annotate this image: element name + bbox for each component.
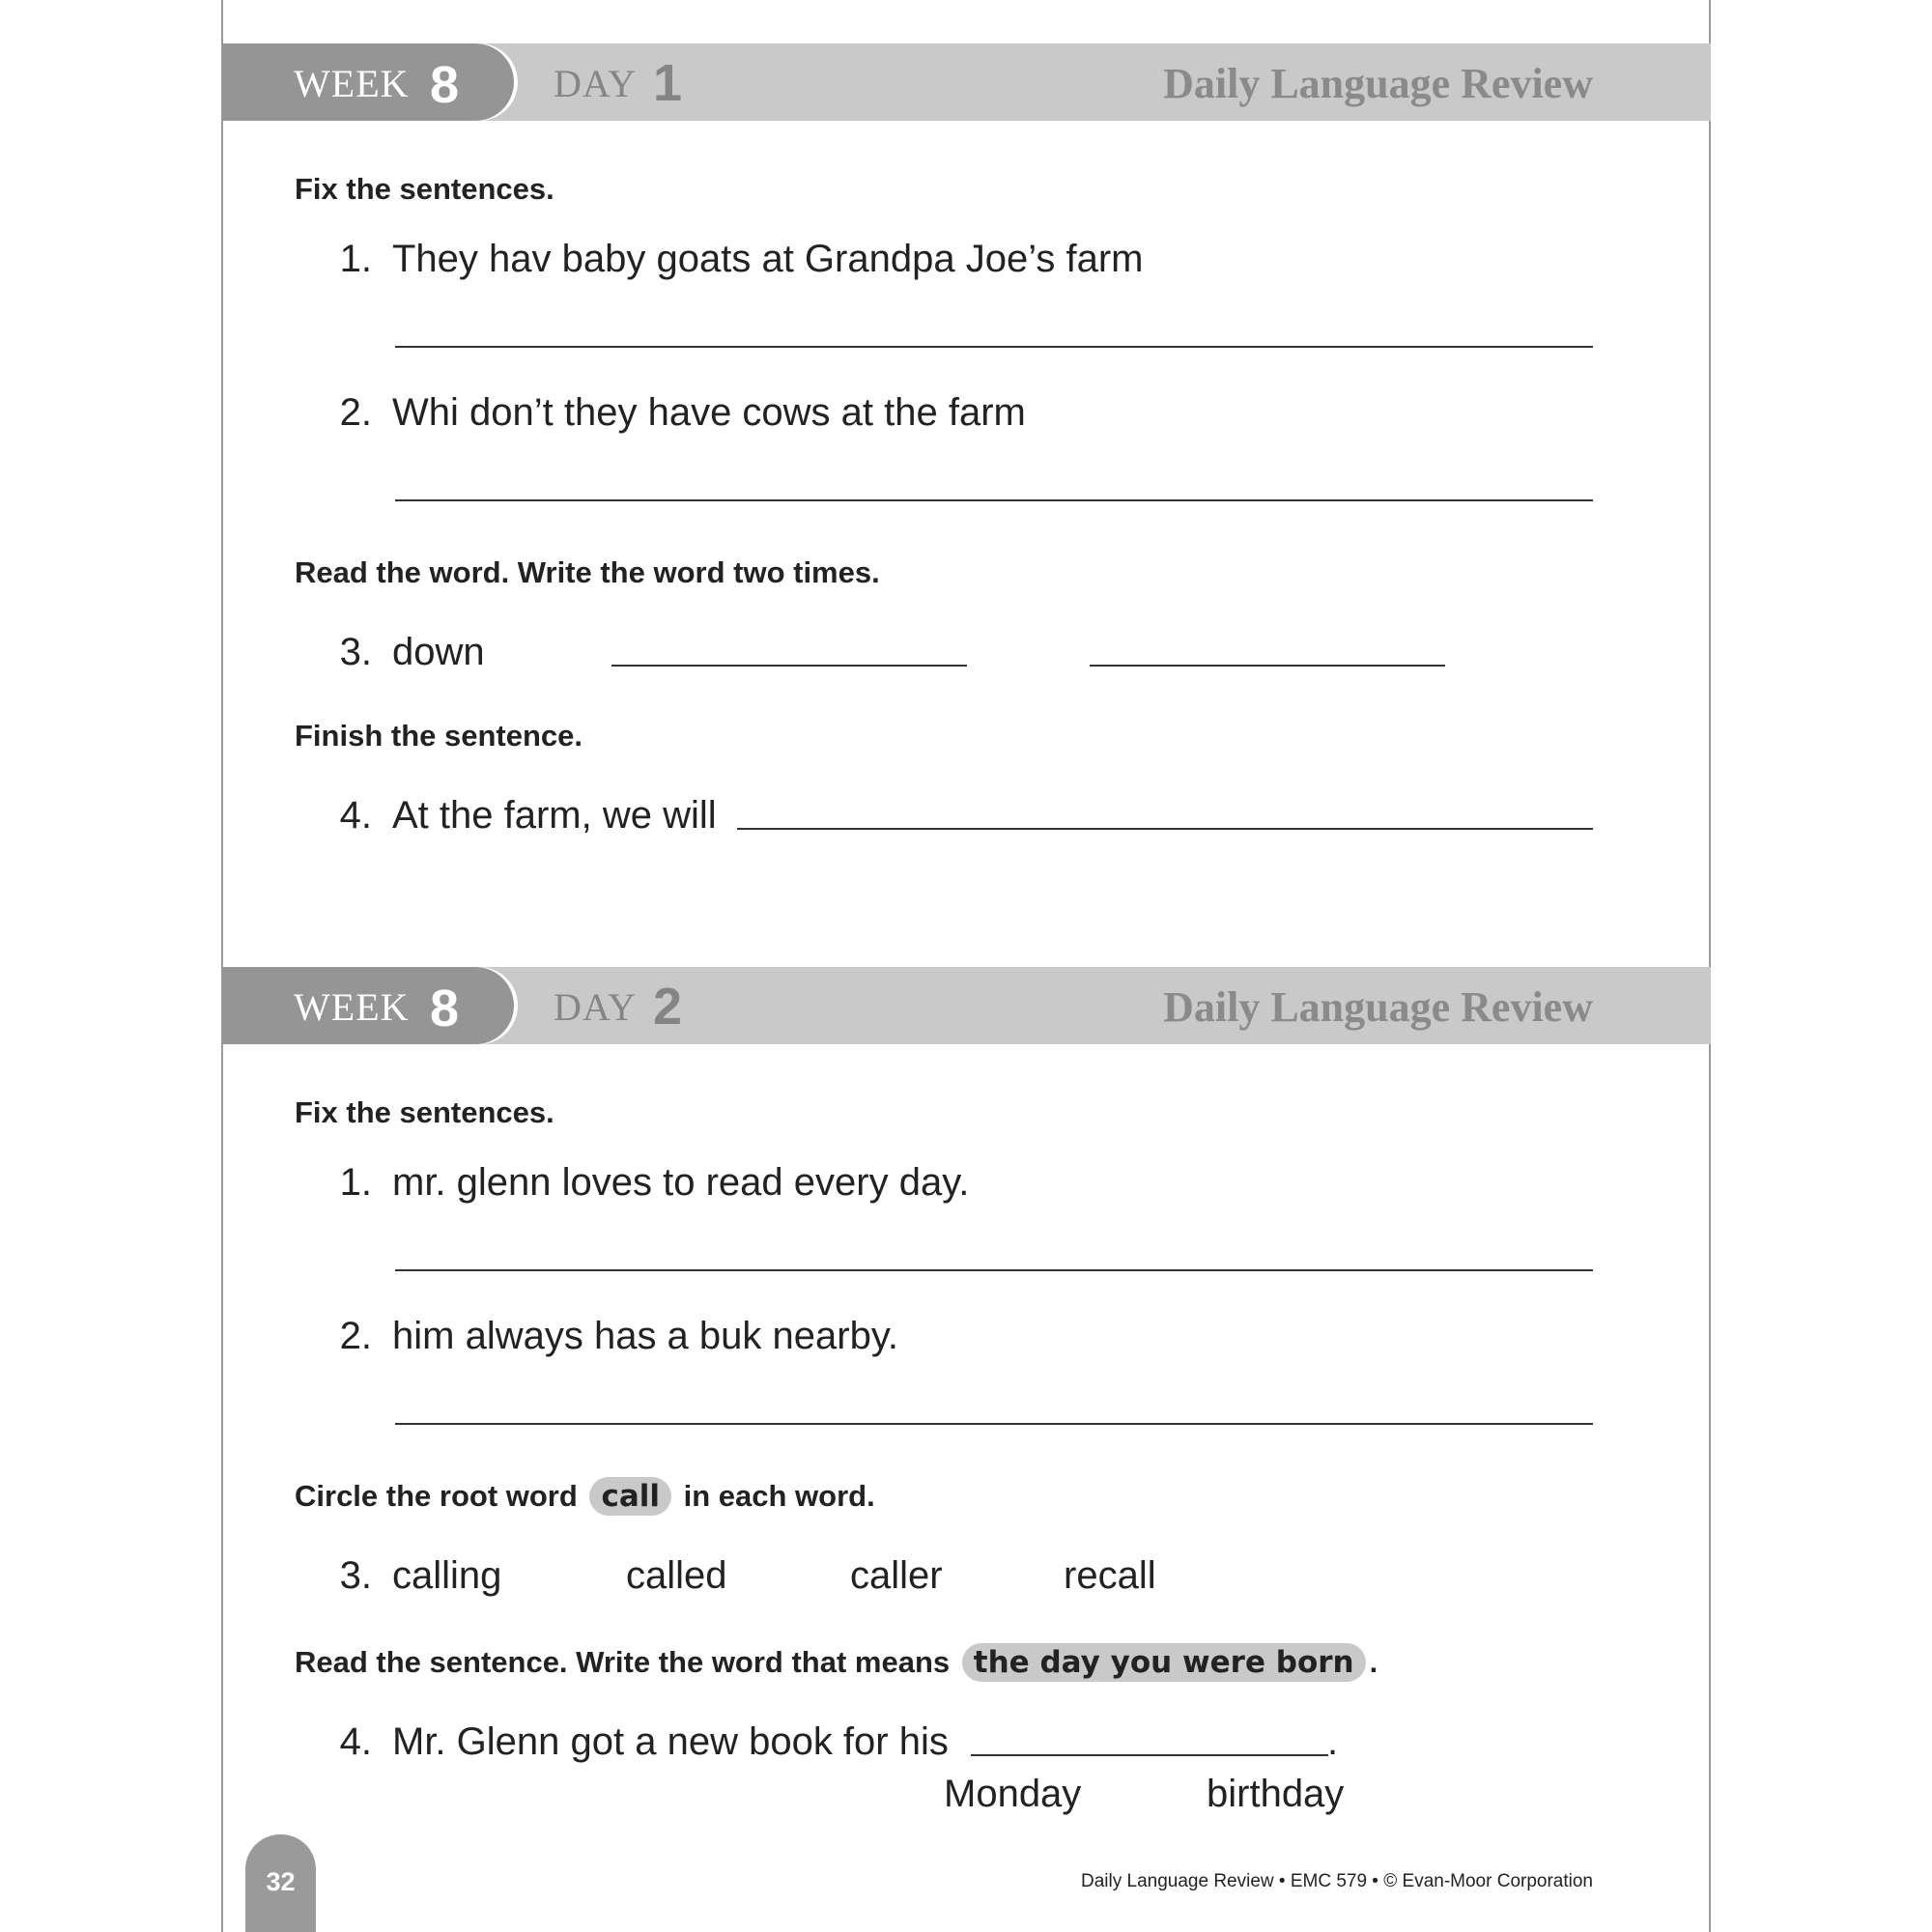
day1-q2-answer-line[interactable]	[395, 499, 1593, 501]
day2-q3-word-3[interactable]: caller	[850, 1554, 943, 1597]
day1-q1-answer-line[interactable]	[395, 346, 1593, 348]
day1-instruction-finish: Finish the sentence.	[295, 719, 583, 753]
day2-instruction-circle	[295, 1477, 875, 1516]
instruction-text: Read the sentence. Write the word that means	[295, 1645, 951, 1679]
page-right-edge	[1709, 0, 1711, 1932]
day1-q4-sentence: At the farm, we will	[392, 794, 717, 837]
day-label: DAY	[554, 985, 637, 1029]
day1-q2-sentence: Whi don’t they have cows at the farm	[392, 391, 1026, 434]
day1-q3-word: down	[392, 631, 485, 673]
day2-q3-word-4[interactable]: recall	[1064, 1554, 1156, 1597]
day2-q4-choice-1[interactable]: Monday	[944, 1773, 1082, 1815]
day1-instruction-write: Read the word. Write the word two times.	[295, 555, 880, 589]
page-number-tab	[245, 1834, 316, 1932]
day1-q3-answer-line-2[interactable]	[1090, 665, 1445, 667]
instruction-text: Circle the root word	[295, 1479, 578, 1513]
instruction-text: .	[1369, 1645, 1378, 1679]
day2-instruction-read	[295, 1643, 1378, 1682]
day2-instruction-fix: Fix the sentences.	[295, 1095, 554, 1129]
day2-q4-number: 4.	[339, 1720, 372, 1763]
day1-q2-number: 2.	[339, 391, 372, 434]
day2-q4-sentence: Mr. Glenn got a new book for his	[392, 1720, 949, 1763]
week-number: 8	[430, 56, 460, 114]
day2-q4-choice-2[interactable]: birthday	[1207, 1773, 1345, 1815]
day1-q3-answer-line-1[interactable]	[611, 665, 967, 667]
week-tab	[222, 967, 514, 1044]
day1-q4-number: 4.	[339, 794, 372, 837]
day2-q4-answer-line[interactable]	[971, 1754, 1328, 1756]
day1-q1-number: 1.	[339, 238, 372, 280]
section-title: Daily Language Review	[1163, 983, 1593, 1031]
root-word-highlight: call	[589, 1477, 671, 1516]
day2-q3-word-1[interactable]: calling	[392, 1554, 502, 1597]
week-number: 8	[430, 980, 460, 1037]
day-number: 2	[653, 978, 683, 1036]
day1-q4-answer-line[interactable]	[737, 828, 1593, 830]
week-tab	[222, 43, 514, 121]
day1-q1-sentence: They hav baby goats at Grandpa Joe’s farm	[392, 238, 1144, 280]
instruction-text: in each word.	[683, 1479, 875, 1513]
section-title: Daily Language Review	[1163, 60, 1593, 107]
day-number: 1	[653, 54, 683, 112]
day2-header-bar	[222, 967, 1711, 1044]
day2-q2-answer-line[interactable]	[395, 1423, 1593, 1425]
day1-instruction-fix: Fix the sentences.	[295, 172, 554, 206]
day2-q1-answer-line[interactable]	[395, 1269, 1593, 1271]
day2-q3-number: 3.	[339, 1554, 372, 1597]
definition-highlight: the day you were born	[962, 1643, 1366, 1682]
day2-q2-number: 2.	[339, 1315, 372, 1357]
day1-header-bar	[222, 43, 1711, 121]
page-left-edge	[221, 0, 223, 1932]
day-label: DAY	[554, 62, 637, 105]
page-number: 32	[266, 1867, 296, 1896]
week-label: WEEK	[294, 985, 410, 1029]
day2-q1-number: 1.	[339, 1161, 372, 1204]
day2-q2-sentence: him always has a buk nearby.	[392, 1315, 898, 1357]
week-label: WEEK	[294, 62, 410, 105]
footer-credit: Daily Language Review • EMC 579 • © Evan-Moor Corporation	[1081, 1871, 1593, 1891]
day1-q3-number: 3.	[339, 631, 372, 673]
day2-q4-period: .	[1327, 1720, 1339, 1763]
day2-q1-sentence: mr. glenn loves to read every day.	[392, 1161, 970, 1204]
day2-q3-word-2[interactable]: called	[626, 1554, 727, 1597]
